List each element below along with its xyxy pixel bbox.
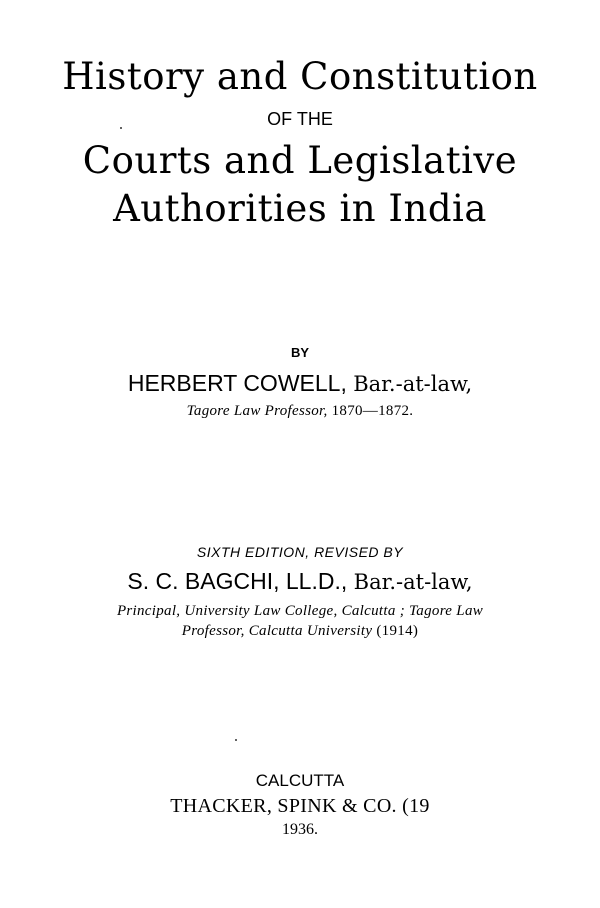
author-name: HERBERT COWELL, [127,370,347,396]
reviser-position-year: (1914) [376,623,419,639]
reviser-position-text: Professor, Calcutta University [181,623,373,639]
author-name-line [0,372,600,395]
publisher-city: CALCUTTA [255,771,345,790]
author-qualification: Bar.-at-law, [353,372,473,396]
title-connector: OF THE [267,109,333,129]
reviser-qualification: Bar.-at-law, [353,570,473,594]
publication-year: 1936. [282,821,318,838]
author-years: 1870—1872. [331,403,414,419]
title-line-4: Authorities in India [113,187,487,230]
print-speck [120,127,122,129]
reviser-name-line [0,570,600,593]
title-line-1: History and Constitution [62,55,538,98]
reviser-name: S. C. BAGCHI, LL.D., [127,568,348,594]
reviser-position-line-2 [0,624,600,639]
edition-label: SIXTH EDITION, REVISED BY [196,544,404,560]
title-line-3: Courts and Legislative [82,139,518,182]
author-role-line [0,404,600,419]
print-speck [235,739,237,741]
reviser-position-line-1: Principal, University Law College, Calcutta ; Tagore Law [116,603,484,619]
by-label: BY [290,345,310,360]
author-role: Tagore Law Professor, [186,403,328,419]
publisher-name: THACKER, SPINK & CO. (19 [170,795,430,817]
